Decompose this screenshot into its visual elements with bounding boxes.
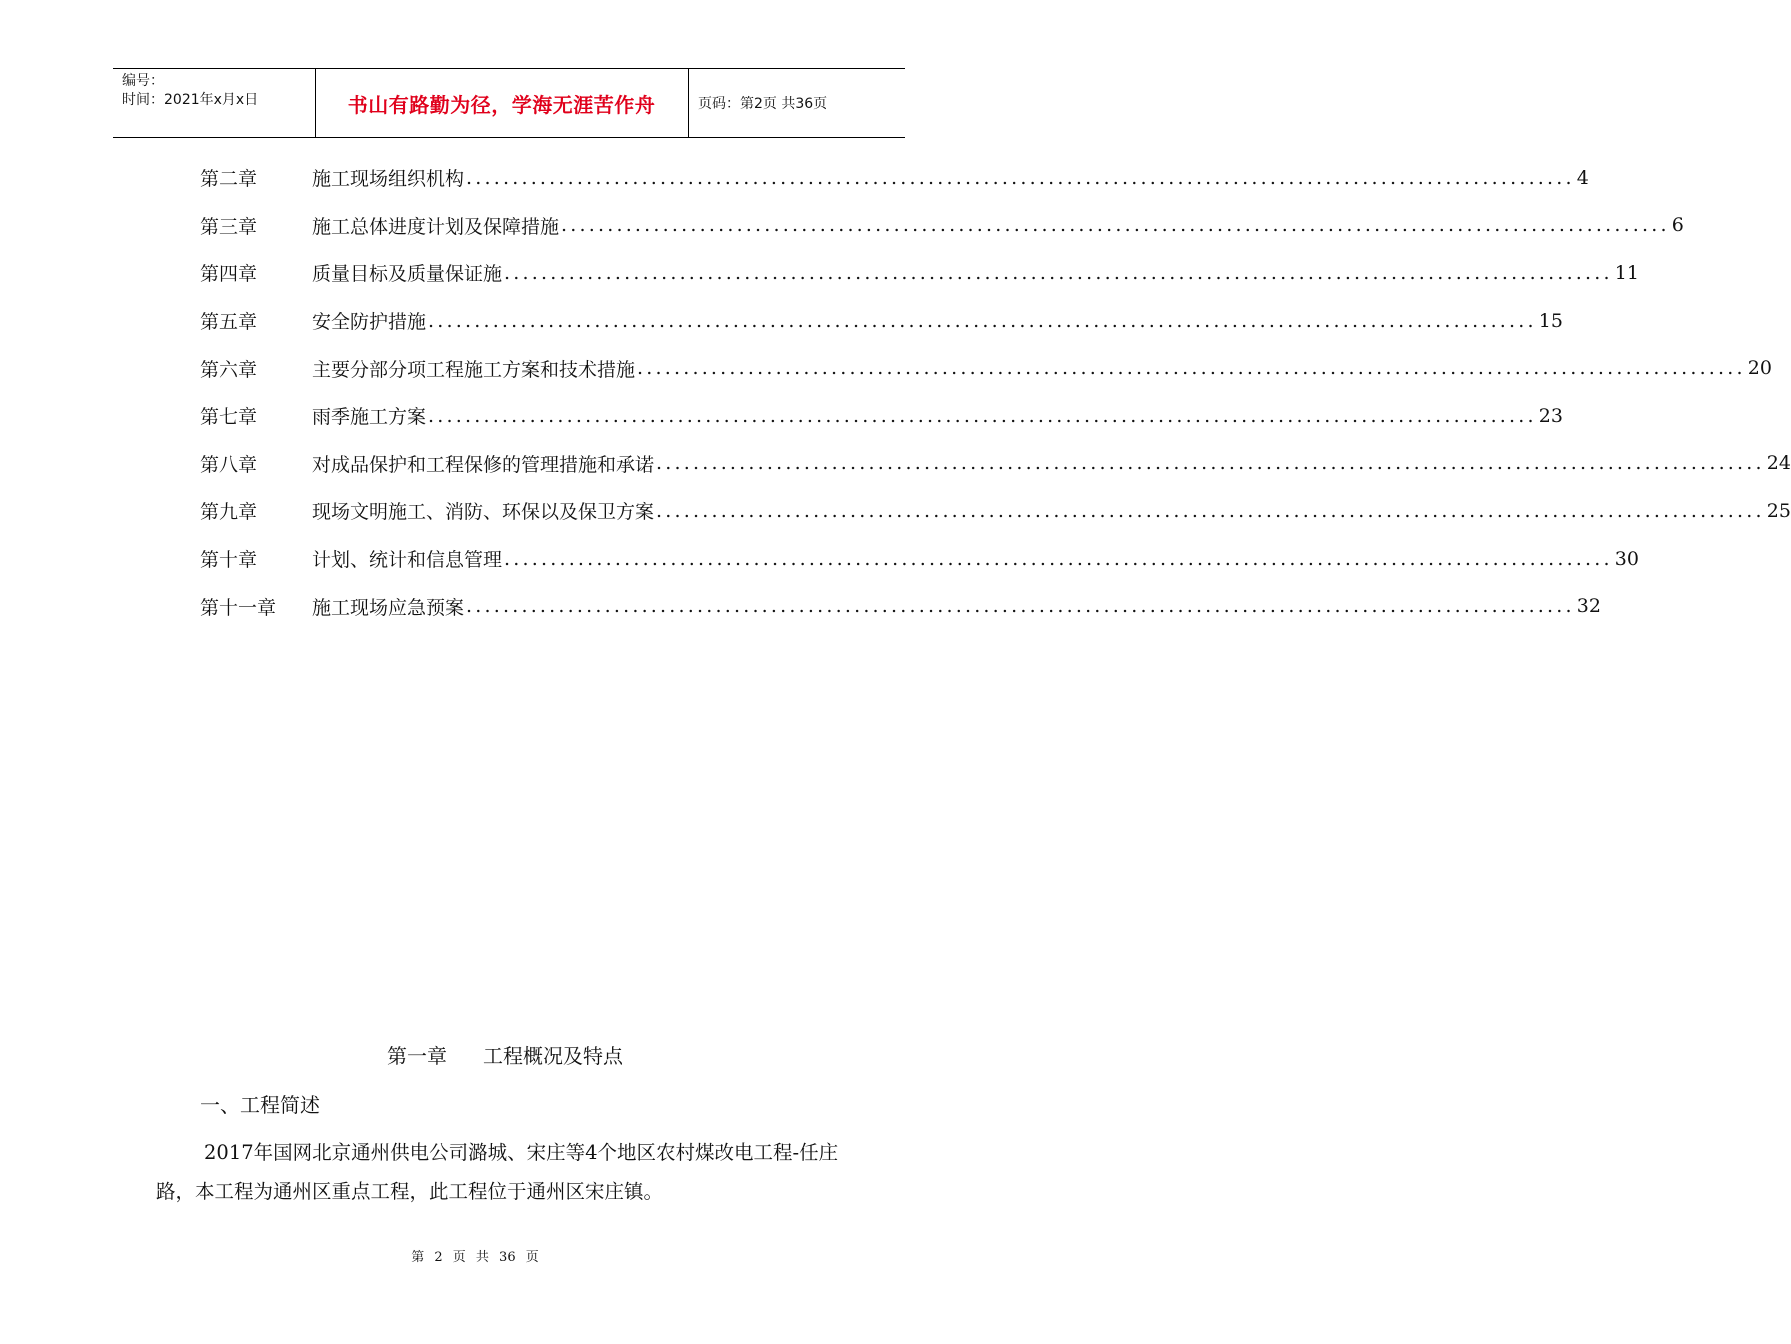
toc-chapter-number: 第五章 <box>200 311 258 334</box>
toc-dot-leader: ........................................................................................................................ <box>656 452 1765 475</box>
toc-page-number: 32 <box>1576 595 1601 618</box>
toc-dot-leader: ........................................................................................................................ <box>504 261 1613 284</box>
toc-page-number: 25 <box>1766 499 1791 522</box>
toc-chapter-number: 第三章 <box>200 215 258 238</box>
toc-chapter-title: 安全防护措施 <box>312 311 427 334</box>
header-motto: 书山有路勤为径，学海无涯苦作舟 <box>315 69 689 137</box>
toc-page-number: 24 <box>1766 452 1791 475</box>
toc-dot-leader: ........................................................................................................................ <box>504 547 1613 570</box>
body-paragraph: 2017年国网北京通州供电公司潞城、宋庄等4个地区农村煤改电工程-任庄路，本工程为通州区重点工程，此工程位于通州区宋庄镇。 <box>156 1141 839 1203</box>
header-meta-cell <box>113 69 316 137</box>
toc-chapter-number: 第二章 <box>200 168 258 191</box>
toc-dot-leader: ........................................................................................................................ <box>561 214 1670 237</box>
toc-dot-leader: ........................................................................................................................ <box>656 499 1765 522</box>
serial-number-label: 编号： <box>122 73 164 89</box>
section-heading: 一、工程简述 <box>200 1093 320 1117</box>
document-header <box>113 68 905 138</box>
toc-page-number: 15 <box>1538 309 1563 332</box>
toc-entry[interactable] <box>200 392 1563 440</box>
toc-chapter-number: 第七章 <box>200 406 258 429</box>
toc-dot-leader: ........................................................................................................................ <box>637 357 1746 380</box>
toc-chapter-title: 施工总体进度计划及保障措施 <box>312 215 560 238</box>
page-footer: 第 2 页 共 36 页 <box>411 1250 539 1265</box>
toc-page-number: 20 <box>1747 357 1772 380</box>
chapter-number: 第一章 <box>387 1044 447 1068</box>
toc-page-number: 4 <box>1576 166 1589 189</box>
toc-entry[interactable] <box>200 535 1639 583</box>
toc-entry[interactable] <box>200 154 1589 202</box>
toc-chapter-number: 第十一章 <box>200 596 277 619</box>
header-page-label: 页码：第2页 共36页 <box>698 96 828 112</box>
toc-chapter-title: 对成品保护和工程保修的管理措施和承诺 <box>312 453 655 476</box>
toc-chapter-title: 计划、统计和信息管理 <box>312 549 503 572</box>
toc-entry[interactable] <box>200 487 1791 535</box>
toc-chapter-title: 质量目标及质量保证施 <box>312 263 503 286</box>
toc-chapter-number: 第十章 <box>200 549 258 572</box>
date-label: 时间：2021年x月x日 <box>122 92 259 108</box>
toc-chapter-title: 雨季施工方案 <box>312 406 427 429</box>
toc-entry[interactable] <box>200 249 1639 297</box>
toc-dot-leader: ........................................................................................................................ <box>428 404 1537 427</box>
toc-chapter-title: 主要分部分项工程施工方案和技术措施 <box>312 358 636 381</box>
toc-entry[interactable] <box>200 344 1772 392</box>
chapter-heading <box>0 1040 1010 1069</box>
toc-chapter-title: 施工现场应急预案 <box>312 596 465 619</box>
toc-page-number: 6 <box>1671 214 1684 237</box>
toc-entry[interactable] <box>200 582 1601 630</box>
toc-entry[interactable] <box>200 297 1563 345</box>
toc-dot-leader: ........................................................................................................................ <box>466 166 1575 189</box>
toc-chapter-title: 施工现场组织机构 <box>312 168 465 191</box>
toc-entry[interactable] <box>200 440 1791 488</box>
toc-chapter-number: 第四章 <box>200 263 258 286</box>
toc-page-number: 11 <box>1614 261 1639 284</box>
toc-chapter-number: 第八章 <box>200 453 258 476</box>
toc-dot-leader: ........................................................................................................................ <box>466 595 1575 618</box>
toc-chapter-number: 第九章 <box>200 501 258 524</box>
toc-dot-leader: ........................................................................................................................ <box>428 309 1537 332</box>
toc-chapter-number: 第六章 <box>200 358 258 381</box>
toc-page-number: 30 <box>1614 547 1639 570</box>
table-of-contents <box>200 154 1791 630</box>
toc-entry[interactable] <box>200 202 1684 250</box>
toc-chapter-title: 现场文明施工、消防、环保以及保卫方案 <box>312 501 655 524</box>
chapter-title: 工程概况及特点 <box>483 1044 623 1068</box>
toc-page-number: 23 <box>1538 404 1563 427</box>
